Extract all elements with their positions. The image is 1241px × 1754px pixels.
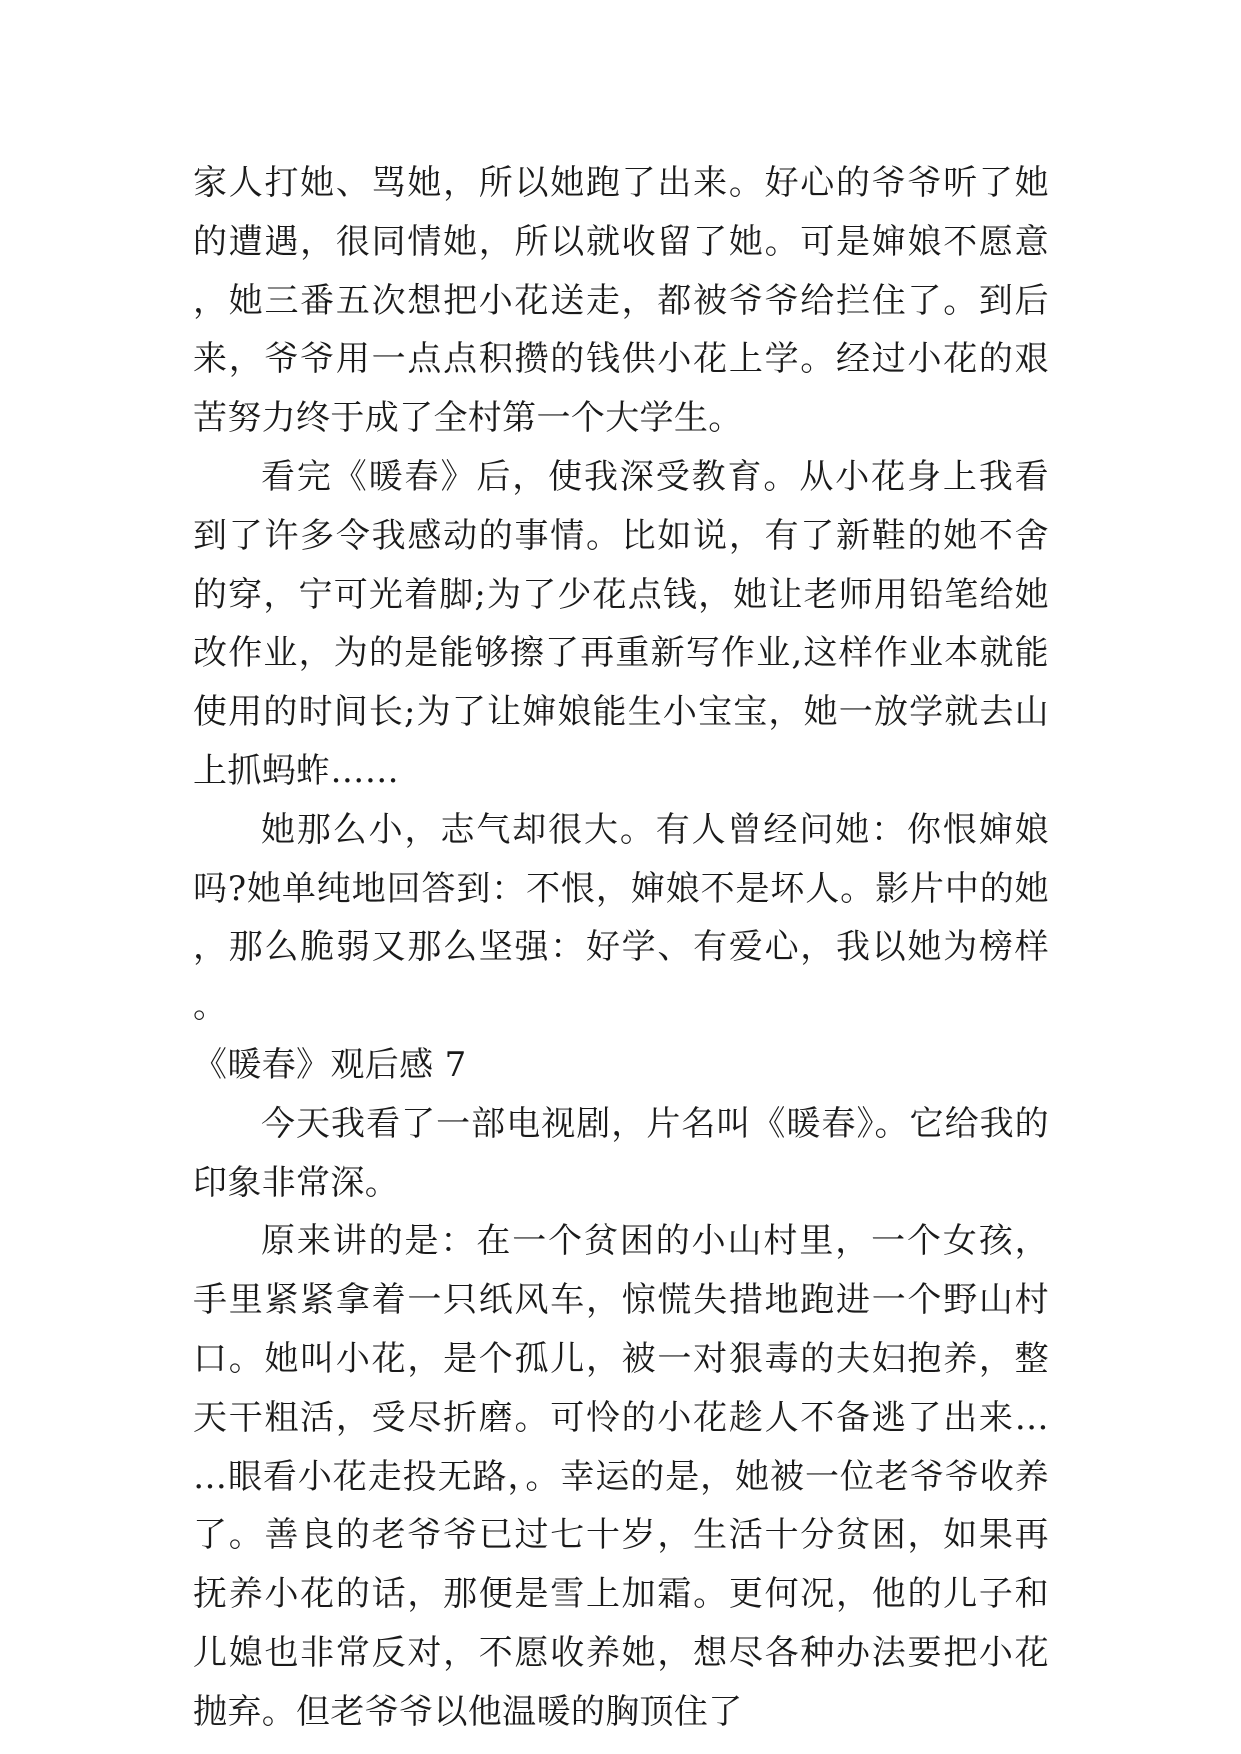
document-body [193,154,1049,1742]
section-heading: 《暖春》观后感 7 [193,1044,467,1085]
paragraph: 看完《暖春》后，使我深受教育。从小花身上我看到了许多令我感动的事情。比如说，有了新鞋的她不舍的穿，宁可光着脚;为了少花点钱，她让老师用铅笔给她改作业，为的是能够擦了再重新写作业,这样作业本就能使用的时间长;为了让婶娘能生小宝宝，她一放学就去山上抓蚂蚱…… [193,456,1049,791]
paragraph: 她那么小，志气却很大。有人曾经问她：你恨婶娘吗?她单纯地回答到：不恨，婶娘不是坏人。影片中的她，那么脆弱又那么坚强：好学、有爱心，我以她为榜样。 [193,809,1049,1027]
paragraph: 原来讲的是：在一个贫困的小山村里，一个女孩，手里紧紧拿着一只纸风车，惊慌失措地跑进一个野山村口。她叫小花，是个孤儿，被一对狠毒的夫妇抱养，整天干粗活，受尽折磨。可怜的小花趁人不备逃了出来……眼看小花走投无路，。幸运的是，她被一位老爷爷收养了。善良的老爷爷已过七十岁，生活十分贫困，如果再抚养小花的话，那便是雪上加霜。更何况，他的儿子和儿媳也非常反对，不愿收养她，想尽各种办法要把小花抛弃。但老爷爷以他温暖的胸顶住了 [193,1221,1049,1732]
paragraph: 今天我看了一部电视剧，片名叫《暖春》。它给我的印象非常深。 [193,1103,1049,1203]
paragraph: 家人打她、骂她，所以她跑了出来。好心的爷爷听了她的遭遇，很同情她，所以就收留了她。可是婶娘不愿意，她三番五次想把小花送走，都被爷爷给拦住了。到后来，爷爷用一点点积攒的钱供小花上学。经过小花的艰苦努力终于成了全村第一个大学生。 [193,163,1049,439]
